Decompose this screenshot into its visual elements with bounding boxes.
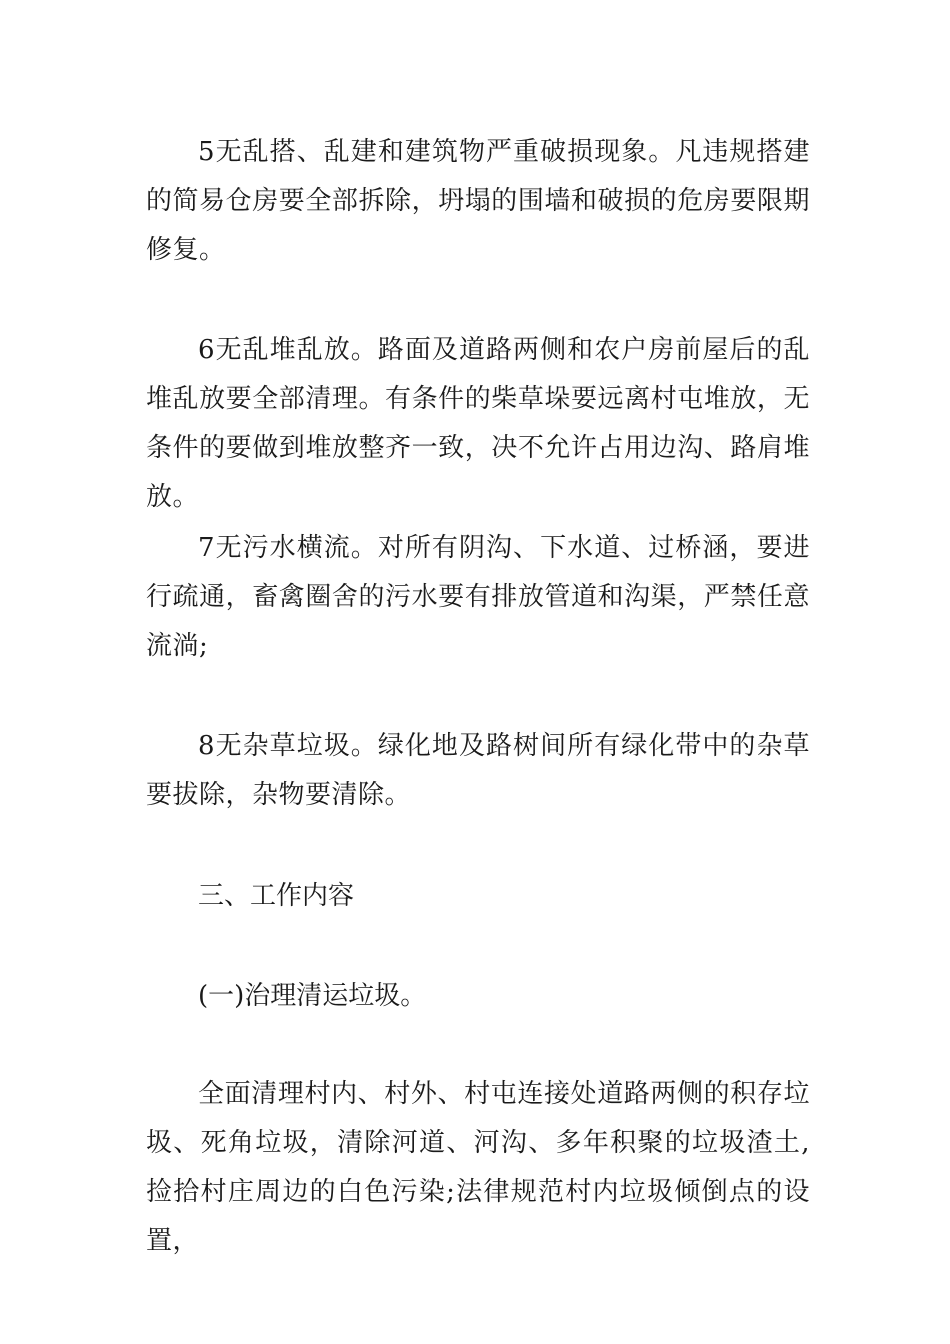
paragraph-item-5: 5无乱搭、乱建和建筑物严重破损现象。凡违规搭建的简易仓房要全部拆除，坍塌的围墙和破损的危房要限期修复。 — [146, 137, 810, 265]
sub-heading: (一)治理清运垃圾。 — [198, 981, 427, 1011]
paragraph-item-8: 8无杂草垃圾。绿化地及路树间所有绿化带中的杂草要拔除，杂物要清除。 — [146, 731, 810, 810]
paragraph-item-7: 7无污水横流。对所有阴沟、下水道、过桥涵，要进行疏通，畜禽圈舍的污水要有排放管道和沟渠，严禁任意流淌; — [146, 533, 810, 661]
body-paragraph: 全面清理村内、村外、村屯连接处道路两侧的积存垃圾、死角垃圾，清除河道、河沟、多年积聚的垃圾渣土,捡拾村庄周边的白色污染;法律规范村内垃圾倾倒点的设置， — [146, 1079, 810, 1256]
section-heading: 三、工作内容 — [198, 881, 355, 911]
paragraph-item-6: 6无乱堆乱放。路面及道路两侧和农户房前屋后的乱堆乱放要全部清理。有条件的柴草垛要远离村屯堆放，无条件的要做到堆放整齐一致，决不允许占用边沟、路肩堆放。 — [146, 335, 810, 512]
